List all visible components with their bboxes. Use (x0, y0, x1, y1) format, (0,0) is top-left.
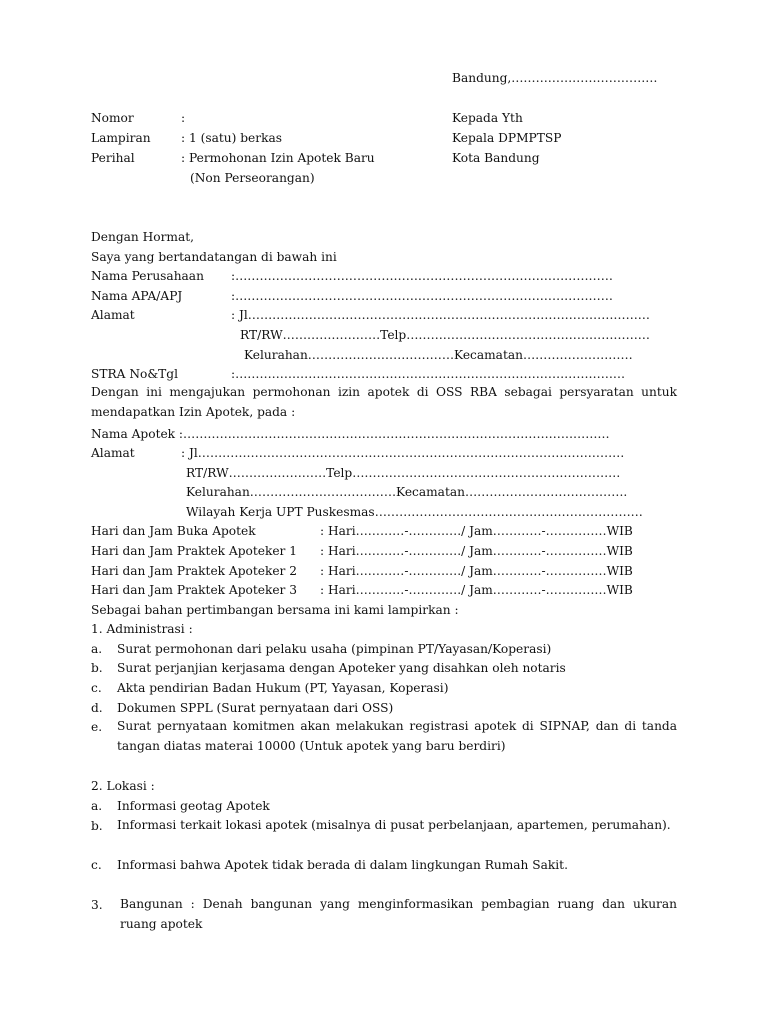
list-item: Informasi geotag Apotek (117, 799, 270, 813)
perusahaan-value: :………………………………………………………………………………… (231, 269, 613, 283)
place-date: Bandung,……………………………… (452, 71, 658, 85)
applicant-kelurahan-line: Kelurahan………………………………Kecamatan……………………… (244, 348, 633, 362)
alamat-value: : Jl……………………………………………………………………………………… (231, 308, 650, 322)
hours-label: Hari dan Jam Praktek Apoteker 2 (91, 564, 298, 578)
list-item: Surat perjanjian kerjasama dengan Apoteker yang disahkan oleh notaris (117, 661, 566, 675)
applicant-rtrw-line: RT/RW……………………Telp…………………………………………………… (240, 328, 650, 342)
list-marker: c. (91, 858, 102, 872)
list-item: Dokumen SPPL (Surat pernyataan dari OSS) (117, 701, 394, 715)
attachment-intro: Sebagai bahan pertimbangan bersama ini kami lampirkan : (91, 603, 459, 617)
addressee-line-3: Kota Bandung (452, 151, 540, 165)
perihal-value-2: (Non Perseorangan) (190, 171, 315, 185)
pharmacy-wilayah-line: Wilayah Kerja UPT Puskesmas………………………………………………………… (186, 505, 643, 519)
pharmacy-alamat-label: Alamat (91, 446, 135, 460)
hours-value: : Hari…………-…………./ Jam…………-……………WIB (320, 524, 633, 538)
perihal-label: Perihal (91, 151, 135, 165)
hours-label: Hari dan Jam Praktek Apoteker 3 (91, 583, 298, 597)
section-3-marker: 3. (91, 898, 103, 912)
alamat-label: Alamat (91, 308, 135, 322)
lampiran-label: Lampiran (91, 131, 151, 145)
perihal-value: : Permohonan Izin Apotek Baru (181, 151, 375, 165)
list-item: Surat permohonan dari pelaku usaha (pimpinan PT/Yayasan/Koperasi) (117, 642, 552, 656)
list-marker: c. (91, 681, 102, 695)
list-item: Informasi bahwa Apotek tidak berada di dalam lingkungan Rumah Sakit. (117, 858, 568, 872)
list-marker: d. (91, 701, 103, 715)
pharmacy-kelurahan-line: Kelurahan………………………………Kecamatan…………………………………. (186, 485, 628, 499)
hours-value: : Hari…………-…………./ Jam…………-……………WIB (320, 544, 633, 558)
hours-value: : Hari…………-…………./ Jam…………-……………WIB (320, 583, 633, 597)
list-marker: a. (91, 642, 103, 656)
hours-label: Hari dan Jam Buka Apotek (91, 524, 256, 538)
lampiran-value: : 1 (satu) berkas (181, 131, 283, 145)
apa-value: :………………………………………………………………………………… (231, 289, 613, 303)
list-marker: b. (91, 819, 103, 833)
list-marker: a. (91, 799, 103, 813)
request-paragraph: Dengan ini mengajukan permohonan izin apotek di OSS RBA sebagai persyaratan untuk mendapatkan Izin Apotek, pada : (91, 385, 677, 419)
addressee-line-2: Kepala DPMPTSP (452, 131, 562, 145)
list-marker: b. (91, 661, 103, 675)
list-item: Informasi terkait lokasi apotek (misalnya di pusat perbelanjaan, apartemen, perumahan). (117, 818, 671, 832)
greeting: Dengan Hormat, (91, 230, 195, 244)
stra-value: :…………………………………………………………………………………… (231, 367, 626, 381)
hours-label: Hari dan Jam Praktek Apoteker 1 (91, 544, 298, 558)
section-1-title: 1. Administrasi : (91, 622, 193, 636)
list-item: Akta pendirian Badan Hukum (PT, Yayasan, Koperasi) (117, 681, 449, 695)
apa-label: Nama APA/APJ (91, 289, 183, 303)
section-3-text: Bangunan : Denah bangunan yang menginformasikan pembagian ruang dan ukuran ruang apotek (120, 897, 677, 931)
stra-label: STRA No&Tgl (91, 367, 179, 381)
section-2-title: 2. Lokasi : (91, 779, 155, 793)
list-marker: e. (91, 720, 103, 734)
nomor-separator: : (181, 111, 186, 125)
addressee-line-1: Kepada Yth (452, 111, 523, 125)
hours-value: : Hari…………-…………./ Jam…………-……………WIB (320, 564, 633, 578)
perusahaan-label: Nama Perusahaan (91, 269, 204, 283)
list-item: Surat pernyataan komitmen akan melakukan registrasi apotek di SIPNAP, dan di tanda tangan diatas materai 10000 (Untuk apotek yang baru berdiri) (117, 719, 677, 753)
nomor-label: Nomor (91, 111, 134, 125)
nama-apotek-line: Nama Apotek :…………………………………………………………………………………………… (91, 427, 610, 441)
intro-text: Saya yang bertandatangan di bawah ini (91, 250, 337, 264)
pharmacy-rtrw-line: RT/RW……………………Telp………………………………………………………… (186, 466, 621, 480)
pharmacy-alamat-value: : Jl…………………………………………………………………………………………… (181, 446, 625, 460)
